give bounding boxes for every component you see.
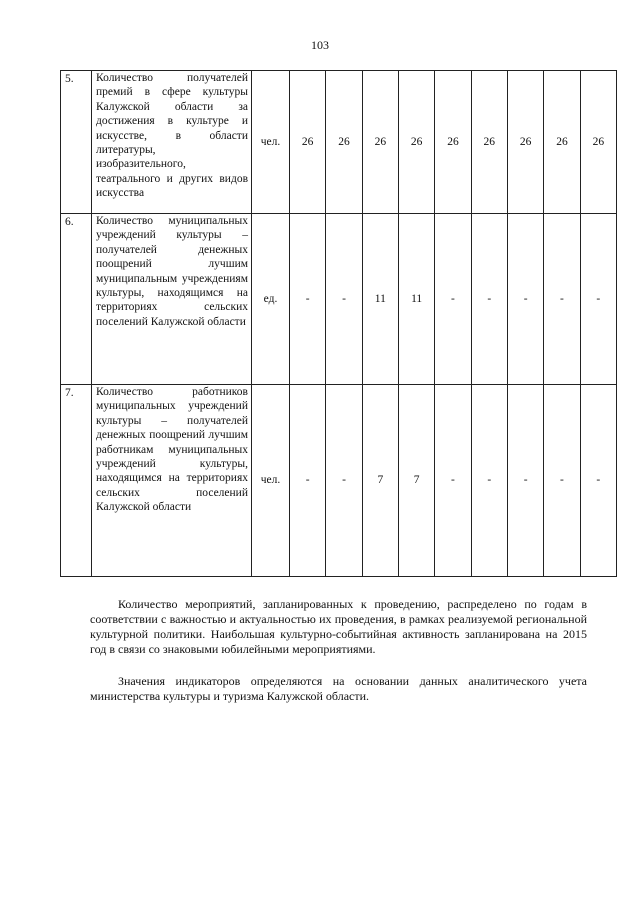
- value-cell: -: [326, 385, 362, 577]
- body-paragraph: Количество мероприятий, запланированных к проведению, распределено по годам в соответствии с важностью и актуальностью их проведения, в рамках реализуемой региональной культурной политики. Наибольшая культурно-событийная активность запланирована на 2015 год в связи со знаковыми юбилейными мероприятиями.: [90, 597, 587, 656]
- table-row: [61, 385, 617, 577]
- value-cell: -: [507, 385, 543, 577]
- unit-cell: ед.: [252, 214, 290, 385]
- value-cell: -: [580, 385, 616, 577]
- value-cell: 26: [471, 71, 507, 214]
- body-paragraph: Значения индикаторов определяются на основании данных аналитического учета министерства культуры и туризма Калужской области.: [90, 674, 587, 703]
- value-cell: 26: [290, 71, 326, 214]
- value-cell: -: [544, 385, 580, 577]
- value-cell: -: [471, 214, 507, 385]
- indicator-name: Количество работников муниципальных учреждений культуры – получателей денежных поощрений лучшим работникам муниципальных учреждений культуры, находящимся на территориях сельских поселений Калужской области: [92, 385, 252, 577]
- value-cell: 26: [326, 71, 362, 214]
- value-cell: 26: [544, 71, 580, 214]
- value-cell: -: [435, 385, 471, 577]
- unit-cell: чел.: [252, 71, 290, 214]
- value-cell: -: [471, 385, 507, 577]
- value-cell: 11: [398, 214, 434, 385]
- unit-cell: чел.: [252, 385, 290, 577]
- value-cell: 7: [398, 385, 434, 577]
- value-cell: 11: [362, 214, 398, 385]
- value-cell: 7: [362, 385, 398, 577]
- indicator-name: Количество муниципальных учреждений культуры – получателей денежных поощрений лучшим муниципальным учреждениям культуры, находящимся на территориях сельских поселений Калужской области: [92, 214, 252, 385]
- value-cell: -: [326, 214, 362, 385]
- value-cell: 26: [435, 71, 471, 214]
- value-cell: 26: [507, 71, 543, 214]
- value-cell: -: [290, 385, 326, 577]
- value-cell: -: [435, 214, 471, 385]
- row-number: 7.: [61, 385, 92, 577]
- row-number: 6.: [61, 214, 92, 385]
- value-cell: -: [507, 214, 543, 385]
- indicators-table: [60, 70, 617, 577]
- value-cell: 26: [580, 71, 616, 214]
- value-cell: 26: [398, 71, 434, 214]
- table-row: [61, 71, 617, 214]
- indicator-name: Количество получателей премий в сфере культуры Калужской области за достижения в культуре и искусстве, в области литературы, изобразительного, театрального и других видов искусства: [92, 71, 252, 214]
- value-cell: -: [290, 214, 326, 385]
- value-cell: -: [580, 214, 616, 385]
- table-row: [61, 214, 617, 385]
- row-number: 5.: [61, 71, 92, 214]
- value-cell: 26: [362, 71, 398, 214]
- page-number: 103: [311, 38, 329, 52]
- value-cell: -: [544, 214, 580, 385]
